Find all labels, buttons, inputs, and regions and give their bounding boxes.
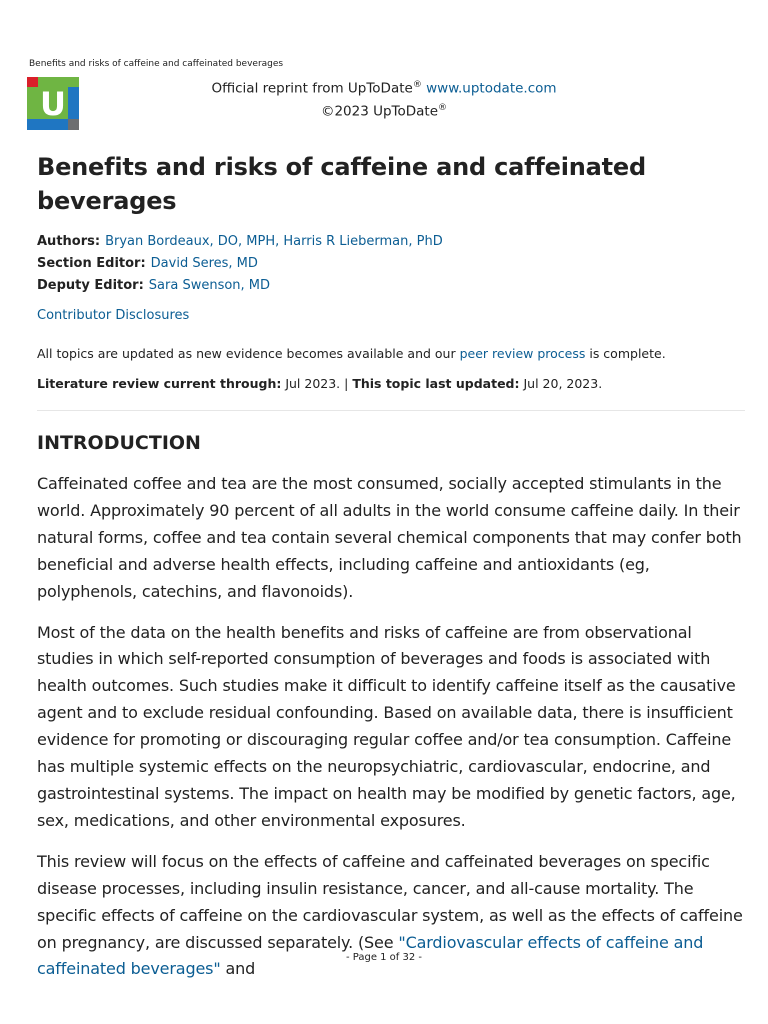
registered-mark-2: ® [438,102,448,113]
article-content [37,150,747,983]
logo-letter: U [40,85,66,123]
deputy-editor-label: Deputy Editor: [37,278,144,293]
authors-label: Authors: [37,234,101,249]
section-heading: INTRODUCTION [37,432,201,454]
update-note [37,344,747,364]
contributor-disclosures-link[interactable]: Contributor Disclosures [37,308,190,323]
paragraph-2: Most of the data on the health benefits and risks of caffeine are from observational studies in which self-reported consumption of beverages and foods is associated with health outcomes. Such studies make it difficult to identify caffeine itself as the causative agent and to exclude residual confounding. Based on available data, there is insufficient evidence for promoting or discouraging regular coffee and/or tea consumption. Caffeine has multiple systemic effects on the neuropsychiatric, cardiovascular, endocrine, and gastrointestinal systems. The impact on health may be modified by genetic factors, age, sex, medications, and other environmental exposures. [37,622,736,830]
authors-row [37,231,747,253]
deputy-editor-link[interactable]: Sara Swenson, MD [148,278,271,293]
section-divider [37,410,745,411]
last-updated-value: Jul 20, 2023. [519,376,603,391]
uptodate-url-link[interactable]: www.uptodate.com [426,80,557,97]
cardiovascular-effects-link[interactable]: "Cardiovascular effects of caffeine and caffeinated beverages" [37,932,704,979]
running-title: Benefits and risks of caffeine and caffeinated beverages [29,59,284,69]
deputy-editor-row [37,275,747,297]
section-editor-link[interactable]: David Seres, MD [150,256,258,271]
last-updated-label: This topic last updated: [352,376,520,391]
lit-review-label: Literature review current through: [37,376,282,391]
author-separator: , [275,234,284,249]
reprint-header [0,76,768,121]
paragraph-3-before: This review will focus on the effects of caffeine and caffeinated beverages on specific disease processes, including insulin resistance, cancer, and all-cause mortality. The specific effects of caffeine on the cardiovascular system, as well as the effects of caffeine on pregnancy, are discussed separately. (See [37,851,743,952]
update-note-after: is complete. [585,346,666,361]
paragraph-3-after: and [220,959,256,979]
section-editor-row [37,253,747,275]
page-footer: - Page 1 of 32 - [345,952,423,963]
lit-review-value: Jul 2023. | [281,376,353,391]
paragraph-1: Caffeinated coffee and tea are the most consumed, socially accepted stimulants in the world. Approximately 90 percent of all adults in the world consume caffeine daily. In their natural forms, coffee and tea contain several chemical components that may confer both beneficial and adverse health effects, including caffeine and antioxidants (eg, polyphenols, catechins, and flavonoids). [37,474,742,601]
author-link-bordeaux[interactable]: Bryan Bordeaux, DO, MPH [105,234,276,249]
registered-mark: ® [412,80,422,90]
author-link-lieberman[interactable]: Harris R Lieberman, PhD [283,234,443,249]
article-title: Benefits and risks of caffeine and caffeinated beverages [37,153,646,215]
paragraph-3 [37,849,747,984]
update-note-before: All topics are updated as new evidence becomes available and our [37,346,460,361]
article-metadata [37,231,747,297]
peer-review-link[interactable]: peer review process [459,346,586,361]
official-reprint-text: Official reprint from UpToDate [211,80,413,97]
section-editor-label: Section Editor: [37,256,146,271]
review-dates [37,374,747,394]
copyright-text: ©2023 UpToDate [320,103,439,119]
